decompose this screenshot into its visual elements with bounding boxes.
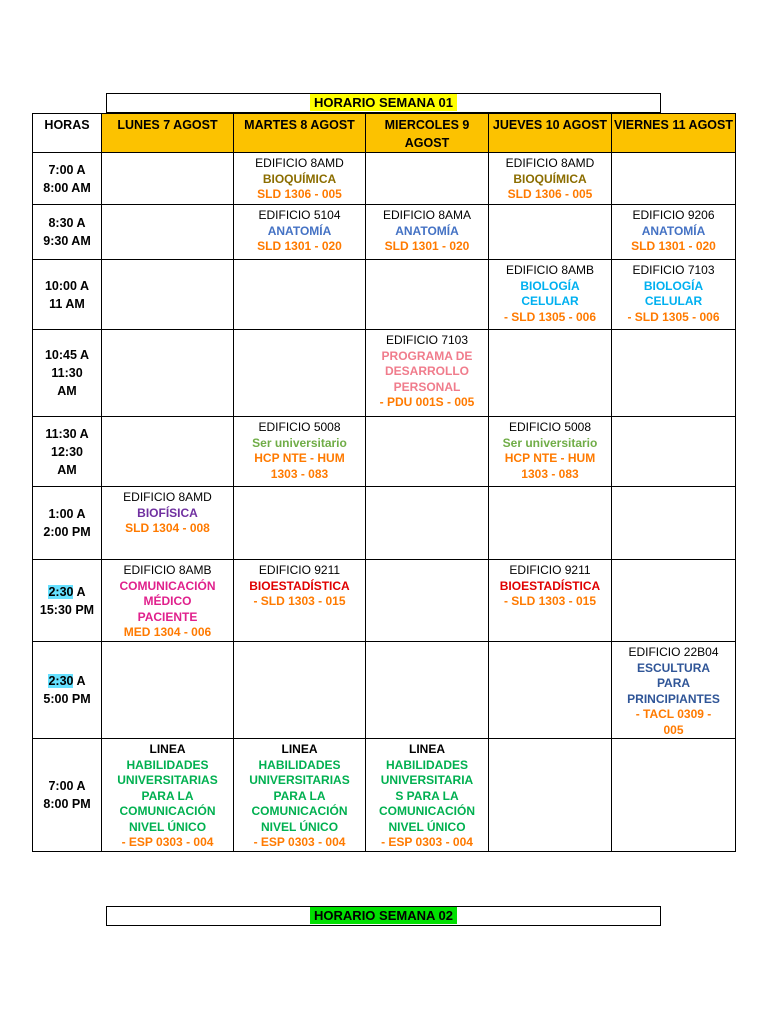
class-cell-wednesday (366, 417, 489, 487)
building-label: EDIFICIO 9206 (632, 208, 715, 222)
class-entry (489, 417, 611, 482)
class-line: COMUNICACIÓN (379, 804, 475, 818)
time-line: 10:00 A (44, 278, 89, 293)
class-cell-friday (612, 560, 736, 642)
time-cell (33, 487, 102, 560)
class-line: 1303 - 083 (521, 466, 579, 481)
class-line: LINEA (281, 742, 318, 756)
class-line: PRINCIPIANTES (627, 691, 720, 706)
schedule-row (33, 417, 736, 487)
week2-title-bar (106, 906, 661, 926)
class-line: BIOLOGÍA (520, 278, 580, 293)
class-line: 1303 - 083 (270, 466, 329, 481)
class-cell-friday (612, 487, 736, 560)
class-entry (366, 330, 488, 411)
header-wednesday: MIERCOLES 9 AGOST (366, 114, 489, 153)
class-entry (102, 739, 233, 851)
class-cell-tuesday (234, 330, 366, 417)
building-label: EDIFICIO 8AMA (382, 208, 471, 222)
class-line: Ser universitario (252, 435, 347, 450)
class-cell-monday (102, 153, 234, 205)
header-tuesday: MARTES 8 AGOST (234, 114, 366, 153)
class-line: BIOQUÍMICA (513, 171, 587, 186)
class-line: - SLD 1305 - 006 (627, 309, 720, 324)
class-cell-tuesday (234, 417, 366, 487)
class-cell-friday (612, 153, 736, 205)
building-label: EDIFICIO 22B04 (628, 645, 719, 659)
building-label: EDIFICIO 9211 (509, 563, 591, 577)
class-entry (366, 739, 488, 851)
time-suffix: A (73, 674, 86, 688)
time-suffix: A (73, 584, 86, 599)
class-cell-monday (102, 560, 234, 642)
class-line: BIOESTADÍSTICA (249, 578, 350, 593)
header-thursday: JUEVES 10 AGOST (489, 114, 612, 153)
time-line: 8:00 AM (43, 180, 91, 195)
class-line: - TACL 0309 - (635, 707, 712, 721)
class-line: PARA (656, 676, 691, 690)
class-line: - PDU 001S - 005 (379, 395, 475, 409)
class-cell-thursday (489, 153, 612, 205)
class-entry (489, 153, 611, 203)
class-entry (612, 642, 735, 738)
time-line: AM (57, 384, 77, 398)
class-line: LINEA (409, 742, 445, 756)
class-line: SLD 1301 - 020 (257, 239, 342, 253)
time-highlight: 2:30 (48, 584, 74, 599)
class-cell-wednesday (366, 153, 489, 205)
time-cell (33, 330, 102, 417)
class-line: - SLD 1303 - 015 (253, 594, 346, 608)
time-cell (33, 642, 102, 739)
time-cell (33, 260, 102, 330)
class-cell-tuesday (234, 205, 366, 260)
time-line: 12:30 (51, 444, 83, 459)
class-cell-friday (612, 260, 736, 330)
class-line: COMUNICACIÓN (119, 578, 216, 593)
class-line: PARA LA (141, 788, 194, 803)
building-label: EDIFICIO 8AMB (123, 563, 212, 577)
schedule-row (33, 205, 736, 260)
class-line: UNIVERSITARIA (380, 773, 474, 787)
class-cell-monday (102, 739, 234, 852)
class-line: BIOFÍSICA (137, 505, 198, 520)
time-cell (33, 739, 102, 852)
class-line: COMUNICACIÓN (251, 804, 348, 818)
class-line: SLD 1306 - 005 (257, 187, 342, 201)
class-cell-monday (102, 642, 234, 739)
class-line: CELULAR (521, 294, 579, 308)
class-cell-wednesday (366, 739, 489, 852)
time-line (33, 583, 101, 601)
time-cell (33, 153, 102, 205)
class-line: 005 (663, 722, 684, 737)
class-cell-thursday (489, 642, 612, 739)
class-cell-wednesday (366, 205, 489, 260)
building-label: EDIFICIO 5104 (258, 208, 341, 222)
building-label: EDIFICIO 8AMB (505, 263, 594, 277)
class-line: S PARA LA (395, 788, 459, 803)
time-line: 5:00 PM (43, 692, 91, 706)
class-line: ESCULTURA (636, 660, 711, 675)
class-cell-monday (102, 205, 234, 260)
class-line: MED 1304 - 006 (123, 625, 212, 639)
building-label: EDIFICIO 7103 (385, 333, 469, 347)
class-line: UNIVERSITARIAS (249, 773, 350, 787)
class-line: NIVEL ÚNICO (128, 819, 207, 834)
time-cell (33, 417, 102, 487)
class-entry (612, 205, 735, 255)
class-line: HABILIDADES (258, 757, 341, 772)
class-cell-friday (612, 417, 736, 487)
class-line: COMUNICACIÓN (119, 804, 216, 818)
time-line: AM (57, 462, 77, 477)
header-monday: LUNES 7 AGOST (102, 114, 234, 153)
class-cell-monday (102, 330, 234, 417)
class-line: PACIENTE (137, 609, 198, 624)
building-label: EDIFICIO 8AMD (505, 156, 595, 170)
class-cell-thursday (489, 560, 612, 642)
class-line: DESARROLLO (385, 364, 469, 378)
class-cell-friday (612, 205, 736, 260)
time-line: 9:30 AM (43, 234, 91, 248)
class-cell-wednesday (366, 560, 489, 642)
class-cell-tuesday (234, 739, 366, 852)
building-label: EDIFICIO 9211 (258, 563, 341, 577)
class-line: PERSONAL (393, 379, 461, 394)
class-line: LINEA (149, 742, 186, 756)
class-cell-friday (612, 739, 736, 852)
class-cell-thursday (489, 330, 612, 417)
class-cell-monday (102, 487, 234, 560)
class-line: MÉDICO (143, 594, 192, 608)
time-line: 11:30 (51, 366, 83, 380)
class-line: SLD 1304 - 008 (125, 521, 210, 535)
schedule-row (33, 487, 736, 560)
time-line: 11:30 A (45, 426, 89, 441)
time-line: 11 AM (49, 296, 85, 311)
class-line: BIOESTADÍSTICA (499, 578, 601, 593)
class-cell-tuesday (234, 560, 366, 642)
class-entry (102, 487, 233, 537)
building-label: EDIFICIO 8AMD (123, 490, 212, 504)
class-cell-wednesday (366, 330, 489, 417)
class-cell-tuesday (234, 487, 366, 560)
time-cell (33, 205, 102, 260)
schedule-row (33, 642, 736, 739)
class-line: HABILIDADES (126, 757, 209, 772)
class-cell-thursday (489, 260, 612, 330)
class-line: BIOLOGÍA (643, 278, 704, 293)
class-cell-monday (102, 260, 234, 330)
class-line: HCP NTE - HUM (504, 451, 596, 465)
class-cell-wednesday (366, 260, 489, 330)
time-line: 2:00 PM (43, 525, 91, 539)
header-horas: HORAS (33, 114, 102, 153)
time-line: 7:00 A (48, 778, 86, 793)
class-line: ANATOMÍA (267, 223, 332, 238)
class-cell-friday (612, 642, 736, 739)
schedule-row (33, 560, 736, 642)
class-line: - ESP 0303 - 004 (253, 835, 346, 849)
class-entry (612, 260, 735, 325)
class-line: PROGRAMA DE (381, 348, 473, 363)
class-line: SLD 1301 - 020 (384, 239, 470, 253)
class-entry (234, 153, 365, 203)
schedule-table (32, 113, 736, 852)
class-cell-thursday (489, 205, 612, 260)
class-line: ANATOMÍA (641, 223, 706, 238)
class-line: SLD 1301 - 020 (631, 239, 716, 253)
building-label: EDIFICIO 7103 (632, 263, 715, 277)
class-line: PARA LA (273, 788, 326, 803)
time-line: 7:00 A (48, 162, 86, 177)
class-line: SLD 1306 - 005 (507, 187, 593, 201)
class-entry (489, 260, 611, 325)
header-friday: VIERNES 11 AGOST (612, 114, 736, 153)
class-line: ANATOMÍA (395, 223, 459, 238)
class-cell-tuesday (234, 260, 366, 330)
class-cell-thursday (489, 487, 612, 560)
time-highlight: 2:30 (48, 674, 74, 688)
class-cell-friday (612, 330, 736, 417)
schedule-row (33, 153, 736, 205)
building-label: EDIFICIO 5008 (258, 420, 341, 434)
class-line: HCP NTE - HUM (254, 451, 345, 465)
week1-title: HORARIO SEMANA 01 (310, 94, 457, 111)
schedule-row (33, 330, 736, 417)
schedule-row (33, 260, 736, 330)
class-cell-tuesday (234, 153, 366, 205)
week1-title-bar (106, 93, 661, 113)
class-cell-thursday (489, 739, 612, 852)
class-cell-tuesday (234, 642, 366, 739)
class-entry (234, 417, 365, 482)
building-label: EDIFICIO 8AMD (255, 156, 344, 170)
time-line: 10:45 A (44, 348, 89, 362)
class-line: Ser universitario (502, 435, 598, 450)
time-line (33, 672, 101, 690)
building-label: EDIFICIO 5008 (508, 420, 592, 434)
week2-title: HORARIO SEMANA 02 (310, 907, 457, 924)
class-line: UNIVERSITARIAS (117, 773, 218, 787)
class-line: CELULAR (644, 294, 703, 308)
class-cell-thursday (489, 417, 612, 487)
class-line: NIVEL ÚNICO (260, 819, 339, 834)
time-line: 8:00 PM (43, 796, 91, 811)
class-cell-monday (102, 417, 234, 487)
time-line: 8:30 A (48, 216, 86, 230)
class-cell-wednesday (366, 487, 489, 560)
class-entry (234, 205, 365, 255)
class-line: - ESP 0303 - 004 (121, 835, 214, 849)
time-cell (33, 560, 102, 642)
class-line: - SLD 1303 - 015 (503, 594, 597, 608)
class-entry (366, 205, 488, 255)
class-line: BIOQUÍMICA (262, 171, 337, 186)
class-entry (489, 560, 611, 610)
schedule-row (33, 739, 736, 852)
header-row (33, 114, 736, 153)
class-line: NIVEL ÚNICO (388, 819, 466, 834)
class-line: HABILIDADES (385, 757, 468, 772)
class-cell-wednesday (366, 642, 489, 739)
class-entry (234, 739, 365, 851)
class-line: - ESP 0303 - 004 (381, 835, 473, 849)
class-entry (102, 560, 233, 641)
time-line: 1:00 A (48, 507, 86, 521)
time-line: 15:30 PM (39, 602, 95, 617)
class-line: - SLD 1305 - 006 (503, 309, 597, 324)
class-entry (234, 560, 365, 610)
